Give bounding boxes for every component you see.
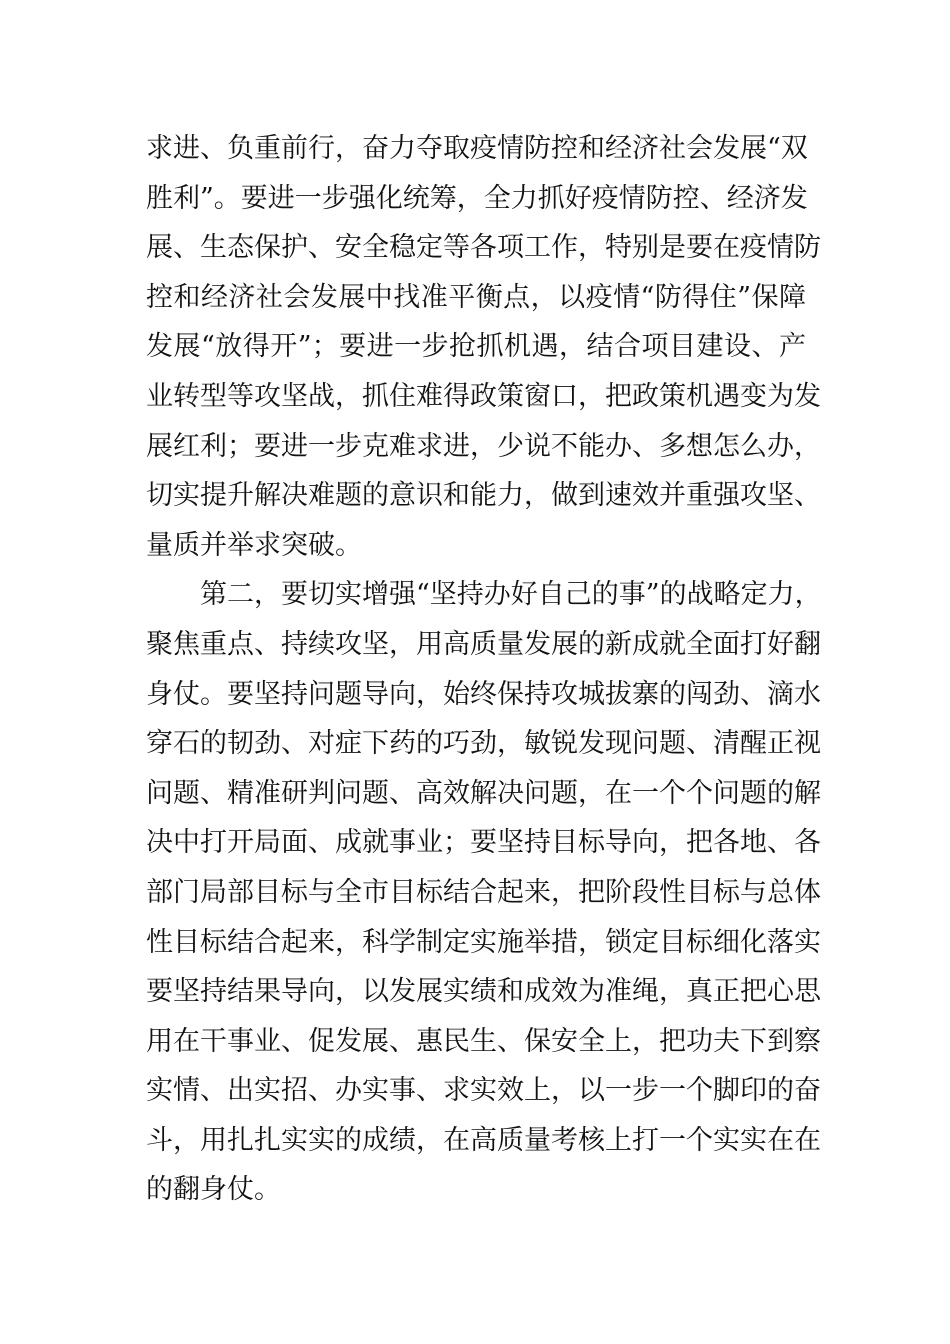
text-line: 用在干事业、促发展、惠民生、保安全上，把功夫下到察 <box>146 1025 821 1057</box>
text-line: 切实提升解决难题的意识和能力，做到速效并重强攻坚、 <box>146 480 821 512</box>
text-line: 实情、出实招、办实事、求实效上，以一步一个脚印的奋 <box>146 1075 821 1107</box>
text-line: 胜利”。要进一步强化统筹，全力抓好疫情防控、经济发 <box>146 182 808 214</box>
body-text <box>146 124 822 1215</box>
text-line: 要坚持结果导向，以发展实绩和成效为准绳，真正把心思 <box>146 976 821 1008</box>
text-line: 决中打开局面、成就事业；要坚持目标导向，把各地、各 <box>146 827 821 859</box>
text-line: 展、生态保护、安全稳定等各项工作，特别是要在疫情防 <box>146 232 821 264</box>
text-line: 部门局部目标与全市目标结合起来，把阶段性目标与总体 <box>146 876 821 908</box>
text-line: 问题、精准研判问题、高效解决问题，在一个个问题的解 <box>146 777 821 809</box>
text-line: 聚焦重点、持续攻坚，用高质量发展的新成就全面打好翻 <box>146 628 821 660</box>
text-line: 控和经济社会发展中找准平衡点，以疫情“防得住”保障 <box>146 281 806 313</box>
paragraph-end-line: 量质并举求突破。 <box>146 529 362 561</box>
text-line: 身仗。要坚持问题导向，始终保持攻城拔寨的闯劲、滴水 <box>146 678 821 710</box>
text-line: 求进、负重前行，奋力夺取疫情防控和经济社会发展“双 <box>146 133 808 164</box>
text-line: 穿石的韧劲、对症下药的巧劲，敏锐发现问题、清醒正视 <box>146 728 821 760</box>
text-line: 性目标结合起来，科学制定实施举措，锁定目标细化落实 <box>146 926 821 958</box>
text-line: 发展“放得开”；要进一步抢抓机遇，结合项目建设、产 <box>146 331 806 363</box>
text-line: 展红利；要进一步克难求进，少说不能办、多想怎么办， <box>146 430 821 462</box>
paragraph-start-line: 第二，要切实增强“坚持办好自己的事”的战略定力， <box>146 579 822 611</box>
text-line: 业转型等攻坚战，抓住难得政策窗口，把政策机遇变为发 <box>146 380 821 412</box>
text-line: 斗，用扎扎实实的成绩，在高质量考核上打一个实实在在 <box>146 1124 821 1156</box>
paragraph-end-line: 的翻身仗。 <box>146 1174 281 1206</box>
